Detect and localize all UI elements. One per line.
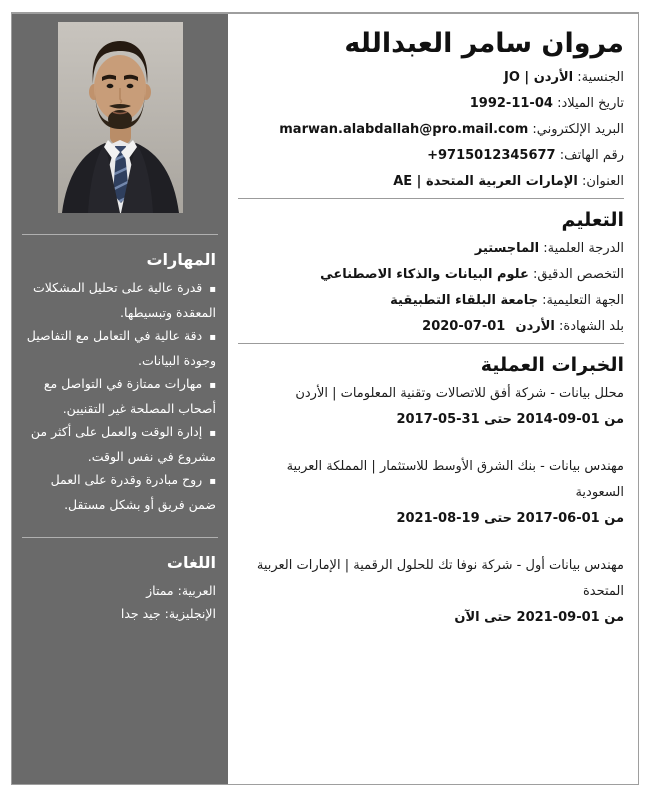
divider-after-education — [238, 343, 624, 344]
bullet-icon: ▪ — [209, 476, 216, 487]
contact-value: الإمارات العربية المتحدة | AE — [393, 174, 578, 189]
profile-photo-image — [58, 22, 183, 213]
job-period: من 01-06-2017 حتى 19-08-2021 — [396, 511, 624, 526]
contact-row-address — [238, 169, 624, 195]
education-value: علوم البيانات والذكاء الاصطناعي — [320, 267, 529, 282]
languages-list — [22, 579, 216, 625]
profile-photo — [58, 22, 183, 213]
bullet-icon: ▪ — [209, 428, 216, 439]
contact-label: رقم الهاتف: — [559, 148, 624, 163]
job-position: مهندس بيانات - بنك الشرق الأوسط للاستثمار | المملكة العربية السعودية — [286, 459, 624, 500]
skill-item — [22, 324, 216, 372]
contact-value-email: marwan.alabdallah@pro.mail.com — [279, 122, 529, 137]
skill-item — [22, 420, 216, 468]
contact-value: 04-11-1992 — [469, 96, 553, 111]
skill-text: إدارة الوقت والعمل على أكثر من مشروع في نفس الوقت. — [30, 424, 216, 464]
skill-item — [22, 468, 216, 516]
experience-section-title: الخبرات العملية — [480, 354, 624, 376]
education-label: الجهة التعليمية: — [542, 293, 624, 308]
languages-section-title: اللغات — [166, 553, 216, 572]
cv-frame — [11, 12, 639, 785]
language-level: جيد جدا — [120, 606, 161, 621]
language-label: العربية: — [177, 583, 216, 598]
bullet-icon: ▪ — [209, 380, 216, 391]
contact-value: الأردن | JO — [504, 70, 574, 85]
skill-text: روح مبادرة وقدرة على العمل ضمن فريق أو بشكل مستقل. — [50, 472, 216, 512]
education-label: بلد الشهادة: — [559, 319, 624, 334]
education-row-country — [238, 314, 624, 340]
experience-section — [238, 354, 624, 631]
job-period: من 01-09-2014 حتى 31-05-2017 — [396, 412, 624, 427]
sidebar-divider-top — [22, 234, 218, 235]
divider-after-header — [238, 198, 624, 199]
skill-text: قدرة عالية على تحليل المشكلات المعقدة وتبسيطها. — [32, 280, 216, 320]
education-graduation-date: 01-07-2020 — [422, 319, 506, 334]
sidebar — [12, 14, 228, 784]
contact-label: تاريخ الميلاد: — [557, 96, 624, 111]
skill-text: مهارات ممتازة في التواصل مع أصحاب المصلحة غير التقنيين. — [43, 376, 216, 416]
language-row — [22, 579, 216, 602]
language-level: ممتاز — [146, 583, 174, 598]
contact-row-nationality — [238, 65, 624, 91]
candidate-name: مروان سامر العبدالله — [344, 28, 624, 59]
skill-item — [22, 276, 216, 324]
education-value: الماجستير — [474, 241, 540, 256]
bullet-icon: ▪ — [209, 284, 216, 295]
job-position: محلل بيانات - شركة أفق للاتصالات وتقنية المعلومات | الأردن — [295, 386, 624, 401]
job-entry — [238, 553, 624, 631]
contact-row-email — [238, 117, 624, 143]
education-label: الدرجة العلمية: — [543, 241, 624, 256]
language-row — [22, 602, 216, 625]
contact-label: العنوان: — [581, 174, 624, 189]
job-entry — [238, 381, 624, 433]
education-value: الأردن — [515, 319, 555, 334]
education-section-title: التعليم — [561, 209, 624, 231]
education-row-major — [238, 262, 624, 288]
jobs-list — [238, 381, 624, 631]
language-label: الإنجليزية: — [164, 606, 216, 621]
contact-row-phone — [238, 143, 624, 169]
job-period: من 01-09-2021 حتى الآن — [454, 610, 624, 625]
sidebar-divider-languages — [22, 537, 218, 538]
education-row-degree — [238, 236, 624, 262]
contact-block — [238, 65, 624, 195]
skills-section-title: المهارات — [146, 250, 216, 269]
skills-list — [22, 276, 216, 516]
contact-label: الجنسية: — [577, 70, 624, 85]
education-row-institution — [238, 288, 624, 314]
education-label: التخصص الدقيق: — [533, 267, 624, 282]
contact-row-birthdate — [238, 91, 624, 117]
education-value: جامعة البلقاء التطبيقية — [390, 293, 539, 308]
contact-value-phone: +9715012345677 — [427, 148, 556, 163]
job-entry — [238, 454, 624, 532]
skill-text: دقة عالية في التعامل مع التفاصيل وجودة البيانات. — [26, 328, 216, 368]
bullet-icon: ▪ — [209, 332, 216, 343]
education-section — [238, 209, 624, 340]
job-position: مهندس بيانات أول - شركة نوفا تك للحلول الرقمية | الإمارات العربية المتحدة — [256, 558, 624, 599]
contact-label: البريد الإلكتروني: — [532, 122, 624, 137]
skill-item — [22, 372, 216, 420]
main-column — [228, 14, 638, 784]
